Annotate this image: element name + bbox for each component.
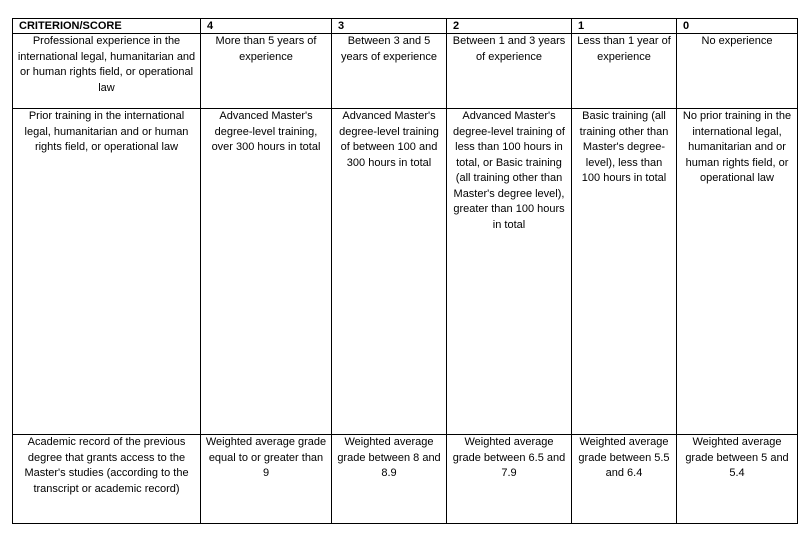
criterion-cell: Professional experience in the international legal, humanitarian and or human rights field, or operational law [13, 34, 201, 109]
score-cell: Weighted average grade between 5 and 5.4 [677, 435, 798, 524]
header-score-3: 3 [332, 19, 447, 34]
table-row [13, 435, 798, 524]
table-header-row [13, 19, 798, 34]
header-score-4: 4 [201, 19, 332, 34]
score-cell: No prior training in the international legal, humanitarian and or human rights field, or operational law [677, 109, 798, 435]
criterion-cell: Prior training in the international legal, humanitarian and or human rights field, or operational law [13, 109, 201, 435]
score-cell: Between 3 and 5 years of experience [332, 34, 447, 109]
scoring-rubric-table [12, 18, 798, 524]
table-row [13, 34, 798, 109]
header-criterion-score: CRITERION/SCORE [13, 19, 201, 34]
header-score-0: 0 [677, 19, 798, 34]
score-cell: More than 5 years of experience [201, 34, 332, 109]
header-score-2: 2 [447, 19, 572, 34]
score-cell: Between 1 and 3 years of experience [447, 34, 572, 109]
score-cell: No experience [677, 34, 798, 109]
score-cell: Less than 1 year of experience [572, 34, 677, 109]
score-cell: Weighted average grade equal to or greater than 9 [201, 435, 332, 524]
score-cell: Weighted average grade between 6.5 and 7.9 [447, 435, 572, 524]
table-row [13, 109, 798, 435]
score-cell: Weighted average grade between 5.5 and 6.4 [572, 435, 677, 524]
score-cell: Advanced Master's degree-level training, over 300 hours in total [201, 109, 332, 435]
score-cell: Basic training (all training other than Master's degree-level), less than 100 hours in total [572, 109, 677, 435]
score-cell: Advanced Master's degree-level training of between 100 and 300 hours in total [332, 109, 447, 435]
score-cell: Advanced Master's degree-level training of less than 100 hours in total, or Basic training (all training other than Master's degree level), greater than 100 hours in total [447, 109, 572, 435]
score-cell: Weighted average grade between 8 and 8.9 [332, 435, 447, 524]
header-score-1: 1 [572, 19, 677, 34]
criterion-cell: Academic record of the previous degree that grants access to the Master's studies (according to the transcript or academic record) [13, 435, 201, 524]
